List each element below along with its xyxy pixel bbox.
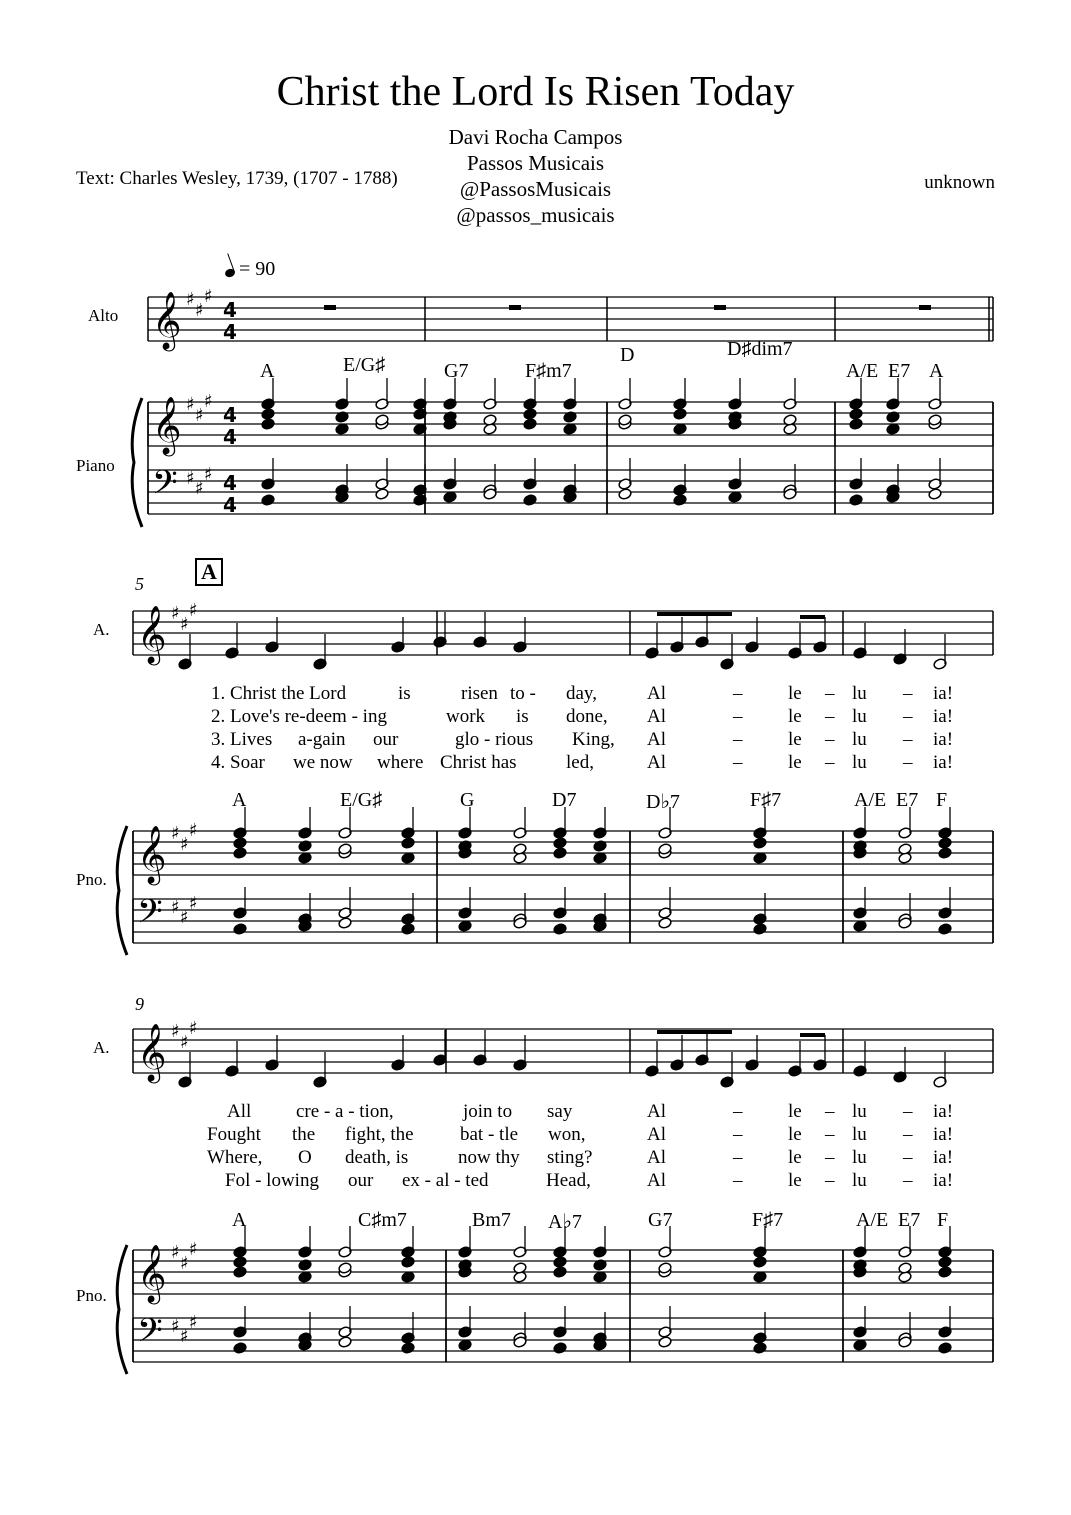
chord-note [753, 852, 767, 865]
credit-line: @passos_musicais [456, 203, 615, 227]
chord-note [658, 1336, 672, 1349]
chord-symbol: E7 [896, 789, 919, 811]
lyric-syllable: ia! [933, 1124, 954, 1145]
sharp-icon: ♯ [171, 897, 180, 918]
chord-note [938, 847, 952, 860]
bass-clef-icon: 𝄢 [137, 1312, 163, 1358]
time-signature: 4 [223, 403, 237, 427]
treble-clef-icon: 𝄞 [137, 605, 167, 663]
lyric-syllable: lu [852, 752, 867, 773]
time-signature: 4 [223, 425, 237, 449]
chord-note [233, 923, 247, 936]
chord-symbol: G [460, 789, 475, 811]
sharp-icon: ♯ [171, 1242, 180, 1263]
chord-note [261, 408, 275, 421]
lyric-syllable: Al [647, 1147, 666, 1168]
lyric-hyphen: – [903, 1170, 913, 1191]
lyric-syllable: fight, the [345, 1124, 414, 1145]
chord-note [618, 488, 632, 501]
lyric-syllable: le [788, 1147, 802, 1168]
lyric-syllable: Head, [546, 1170, 591, 1191]
lyric-verse-2: 2. Love's re-deem - ing [211, 706, 387, 727]
lyric-hyphen: – [825, 706, 835, 727]
lyric-hyphen: – [903, 1101, 913, 1122]
lyric-syllable: lu [852, 1147, 867, 1168]
chord-symbol: G7 [444, 360, 469, 382]
chord-note [261, 494, 275, 507]
chord-note [523, 494, 537, 507]
sharp-icon: ♯ [189, 820, 198, 841]
sharp-icon: ♯ [189, 1312, 198, 1333]
lyric-hyphen: – [733, 1101, 743, 1122]
chord-symbol: E/G♯ [343, 354, 386, 376]
lyric-syllable: Al [647, 706, 666, 727]
sharp-icon: ♯ [189, 600, 198, 621]
chord-note [673, 423, 687, 436]
lyric-hyphen: – [825, 752, 835, 773]
lyric-hyphen: – [733, 752, 743, 773]
chord-symbol: E7 [888, 360, 911, 382]
chord-symbol: A/E [846, 360, 879, 382]
chord-note [375, 488, 389, 501]
chord-note [849, 418, 863, 431]
lyric-syllable: Al [647, 1170, 666, 1191]
chord-symbol: F [937, 1209, 949, 1231]
sharp-icon: ♯ [189, 893, 198, 914]
chord-note [938, 1342, 952, 1355]
chord-note [553, 837, 567, 850]
chord-note [938, 837, 952, 850]
credit-line: Passos Musicais [466, 151, 605, 175]
whole-rest-icon [509, 305, 521, 310]
chord-symbol: A [232, 1209, 247, 1231]
clefs [137, 286, 237, 1358]
sharp-icon: ♯ [186, 394, 195, 415]
chord-note [553, 1342, 567, 1355]
sharp-icon: ♯ [195, 405, 204, 426]
chord-symbol: D♭7 [646, 791, 680, 813]
credit-line: Davi Rocha Campos [448, 125, 623, 149]
chord-note [233, 1266, 247, 1279]
piano-staff-name: Piano [76, 456, 115, 475]
measure-number: 5 [135, 574, 144, 594]
sharp-icon: ♯ [180, 907, 189, 928]
lyric-syllable: to - [510, 683, 536, 704]
lyric-syllable: day, [566, 683, 597, 704]
chord-note [261, 418, 275, 431]
lyric-hyphen: – [903, 683, 913, 704]
sharp-icon: ♯ [195, 478, 204, 499]
lyric-syllable: Al [647, 1124, 666, 1145]
lyric-syllable: le [788, 706, 802, 727]
chord-note [338, 1336, 352, 1349]
lyric-hyphen: – [825, 1147, 835, 1168]
lyric-hyphen: – [733, 1124, 743, 1145]
lyric-syllable: led, [566, 752, 594, 773]
lyric-hyphen: – [825, 1101, 835, 1122]
lyric-syllable: sting? [547, 1147, 593, 1168]
brace-icon [132, 398, 142, 527]
whole-rest-icon [324, 305, 336, 310]
chord-note [658, 917, 672, 930]
lyric-syllable: Al [647, 752, 666, 773]
composer: unknown [924, 172, 995, 193]
sharp-icon: ♯ [171, 1021, 180, 1042]
chord-symbol: A/E [856, 1209, 889, 1231]
chord-symbol: C♯m7 [358, 1209, 407, 1231]
lyric-syllable: glo - rious [455, 729, 534, 750]
lyric-syllable: Al [647, 683, 666, 704]
lyric-hyphen: – [825, 683, 835, 704]
chord-note [338, 917, 352, 930]
lyric-syllable: lu [852, 729, 867, 750]
lyric-syllable: le [788, 729, 802, 750]
chord-note [233, 1342, 247, 1355]
chord-note [233, 847, 247, 860]
chord-symbol: A [232, 789, 247, 811]
piano-staff-name: Pno. [76, 1286, 107, 1305]
treble-clef-icon: 𝄞 [137, 1244, 167, 1302]
sharp-icon: ♯ [195, 300, 204, 321]
alto-staff-name: A. [93, 1038, 110, 1057]
brace-icon [117, 826, 127, 955]
lyric-syllable: our [348, 1170, 374, 1191]
lyric-syllable: le [788, 752, 802, 773]
chord-note [753, 837, 767, 850]
chord-note [593, 852, 607, 865]
chord-note [553, 1266, 567, 1279]
lyric-hyphen: – [733, 729, 743, 750]
lyric-hyphen: – [733, 1147, 743, 1168]
chord-symbol: A♭7 [548, 1211, 582, 1233]
chord-note [401, 1256, 415, 1269]
lyric-verse-4: Fol - lowing [225, 1170, 319, 1191]
lyric-syllable: le [788, 683, 802, 704]
lyric-syllable: ia! [933, 706, 954, 727]
chord-symbol: E7 [898, 1209, 921, 1231]
lyric-hyphen: – [903, 1124, 913, 1145]
sharp-icon: ♯ [189, 1239, 198, 1260]
bass-clef-icon: 𝄢 [137, 893, 163, 939]
lyric-verse-3: 3. Lives [211, 729, 273, 750]
chord-note [523, 408, 537, 421]
lyric-hyphen: – [733, 706, 743, 727]
lyric-syllable: bat - tle [460, 1124, 519, 1145]
lyric-verse-4: 4. Soar [211, 752, 265, 773]
lyric-syllable: now thy [458, 1147, 520, 1168]
alto-staff-name: Alto [88, 306, 119, 325]
lyric-syllable: death, is [345, 1147, 409, 1168]
time-signature: 4 [223, 320, 237, 344]
lyric-syllable: ex - al - ted [402, 1170, 489, 1191]
bass-clef-icon: 𝄢 [152, 464, 178, 510]
lyric-syllable: ia! [933, 683, 954, 704]
lyric-hyphen: – [825, 1124, 835, 1145]
lyric-hyphen: – [733, 683, 743, 704]
piano-staff-name: Pno. [76, 870, 107, 889]
song-title: Christ the Lord Is Risen Today [276, 69, 795, 115]
lyric-syllable: won, [548, 1124, 586, 1145]
lyric-syllable: where [377, 752, 424, 773]
treble-clef-icon: 𝄞 [137, 1023, 167, 1081]
lyric-syllable: Al [647, 1101, 666, 1122]
tempo-value: = 90 [239, 258, 276, 280]
chord-symbol: D [620, 344, 635, 366]
sharp-icon: ♯ [171, 1316, 180, 1337]
lyric-hyphen: – [903, 1147, 913, 1168]
lyric-verse-3: Where, [207, 1147, 263, 1168]
chord-symbol: Bm7 [472, 1209, 511, 1231]
lyric-verse-1: 1. Christ the Lord [211, 683, 347, 704]
chord-note [673, 494, 687, 507]
sharp-icon: ♯ [171, 603, 180, 624]
sharp-icon: ♯ [204, 286, 213, 307]
lyric-syllable: risen [461, 683, 498, 704]
lyric-syllable: lu [852, 1124, 867, 1145]
sharp-icon: ♯ [189, 1018, 198, 1039]
lyric-hyphen: – [903, 706, 913, 727]
chord-note [401, 837, 415, 850]
sharp-icon: ♯ [204, 464, 213, 485]
chord-note [753, 1271, 767, 1284]
sharp-icon: ♯ [180, 834, 189, 855]
chord-note [401, 1271, 415, 1284]
chord-note [886, 423, 900, 436]
chord-symbol: G7 [648, 1209, 673, 1231]
notes [178, 305, 952, 1354]
lyric-syllable: ia! [933, 1170, 954, 1191]
lyric-syllable: Christ has [440, 752, 517, 773]
chord-note [593, 1271, 607, 1284]
chord-note [443, 491, 457, 504]
lyric-syllable: lu [852, 683, 867, 704]
lyric-syllable: le [788, 1124, 802, 1145]
measure-number: 9 [135, 994, 144, 1014]
lyric-syllable: O [298, 1147, 312, 1168]
lyric-syllable: is [398, 683, 411, 704]
chord-note [553, 1256, 567, 1269]
lyric-syllable: lu [852, 1170, 867, 1191]
lyric-syllable: done, [566, 706, 608, 727]
chord-note [553, 847, 567, 860]
chord-symbol: E/G♯ [340, 789, 383, 811]
lyric-verse-1: All [227, 1101, 252, 1122]
chord-symbol: D♯dim7 [727, 338, 793, 360]
whole-rest-icon [714, 305, 726, 310]
chord-note [335, 423, 349, 436]
sharp-icon: ♯ [180, 614, 189, 635]
time-signature: 4 [223, 493, 237, 517]
sharp-icon: ♯ [171, 823, 180, 844]
time-signature: 4 [223, 471, 237, 495]
lyric-syllable: we now [293, 752, 353, 773]
chord-note [728, 491, 742, 504]
chord-note [673, 408, 687, 421]
lyric-syllable: ia! [933, 752, 954, 773]
lyric-syllable: Al [647, 729, 666, 750]
rehearsal-mark: A [195, 558, 223, 586]
chord-note [938, 1256, 952, 1269]
chord-symbol: F♯7 [752, 1209, 784, 1231]
lyric-syllable: a-gain [298, 729, 346, 750]
lyric-syllable: work [446, 706, 486, 727]
chord-note [298, 1271, 312, 1284]
lyricist: Text: Charles Wesley, 1739, (1707 - 1788) [76, 168, 398, 189]
chord-note [401, 1342, 415, 1355]
credit-line: @PassosMusicais [459, 177, 612, 201]
chord-note [849, 408, 863, 421]
chord-note [401, 852, 415, 865]
sharp-icon: ♯ [180, 1326, 189, 1347]
lyric-hyphen: – [903, 752, 913, 773]
chord-note [853, 920, 867, 933]
chord-note [298, 852, 312, 865]
lyric-syllable: ia! [933, 729, 954, 750]
brace-icon [117, 1245, 127, 1374]
sharp-icon: ♯ [186, 289, 195, 310]
chord-symbol: F [936, 789, 948, 811]
sharp-icon: ♯ [186, 468, 195, 489]
chord-note [853, 1339, 867, 1352]
chord-note [458, 920, 472, 933]
lyric-verse-2: Fought [207, 1124, 261, 1145]
chord-symbol: F♯7 [750, 789, 782, 811]
chord-note [233, 1256, 247, 1269]
chord-note [938, 923, 952, 936]
lyric-syllable: lu [852, 1101, 867, 1122]
lyric-syllable: ia! [933, 1147, 954, 1168]
chord-note [523, 418, 537, 431]
chord-note [458, 1339, 472, 1352]
sharp-icon: ♯ [204, 391, 213, 412]
lyric-hyphen: – [825, 1170, 835, 1191]
alto-staff-name: A. [93, 620, 110, 639]
whole-rest-icon [919, 305, 931, 310]
lyric-syllable: the [292, 1124, 316, 1145]
lyric-syllable: is [516, 706, 529, 727]
lyric-hyphen: – [825, 729, 835, 750]
lyric-syllable: join to [463, 1101, 513, 1122]
lyric-syllable: le [788, 1170, 802, 1191]
chord-note [849, 494, 863, 507]
time-signature: 4 [223, 298, 237, 322]
chord-note [753, 1256, 767, 1269]
treble-clef-icon: 𝄞 [152, 291, 182, 349]
chord-symbol: A [929, 360, 944, 382]
chord-symbol: A [260, 360, 275, 382]
chord-note [553, 923, 567, 936]
sharp-icon: ♯ [180, 1032, 189, 1053]
chord-note [563, 423, 577, 436]
chord-note [233, 837, 247, 850]
lyric-hyphen: – [733, 1170, 743, 1191]
lyric-hyphen: – [903, 729, 913, 750]
chord-note [753, 923, 767, 936]
treble-clef-icon: 𝄞 [152, 396, 182, 454]
lyric-syllable: say [547, 1101, 573, 1122]
chord-symbol: D7 [552, 789, 577, 811]
chord-note [753, 1342, 767, 1355]
chord-note [928, 488, 942, 501]
lyric-syllable: our [373, 729, 399, 750]
lyric-syllable: lu [852, 706, 867, 727]
chord-symbol: F♯m7 [525, 360, 572, 382]
lyric-syllable: King, [572, 729, 615, 750]
chord-note [401, 923, 415, 936]
chord-note [938, 1266, 952, 1279]
lyric-syllable: cre - a - tion, [296, 1101, 394, 1122]
lyric-syllable: le [788, 1101, 802, 1122]
sharp-icon: ♯ [180, 1253, 189, 1274]
treble-clef-icon: 𝄞 [137, 825, 167, 883]
chord-symbol: A/E [854, 789, 887, 811]
lyric-syllable: ia! [933, 1101, 954, 1122]
